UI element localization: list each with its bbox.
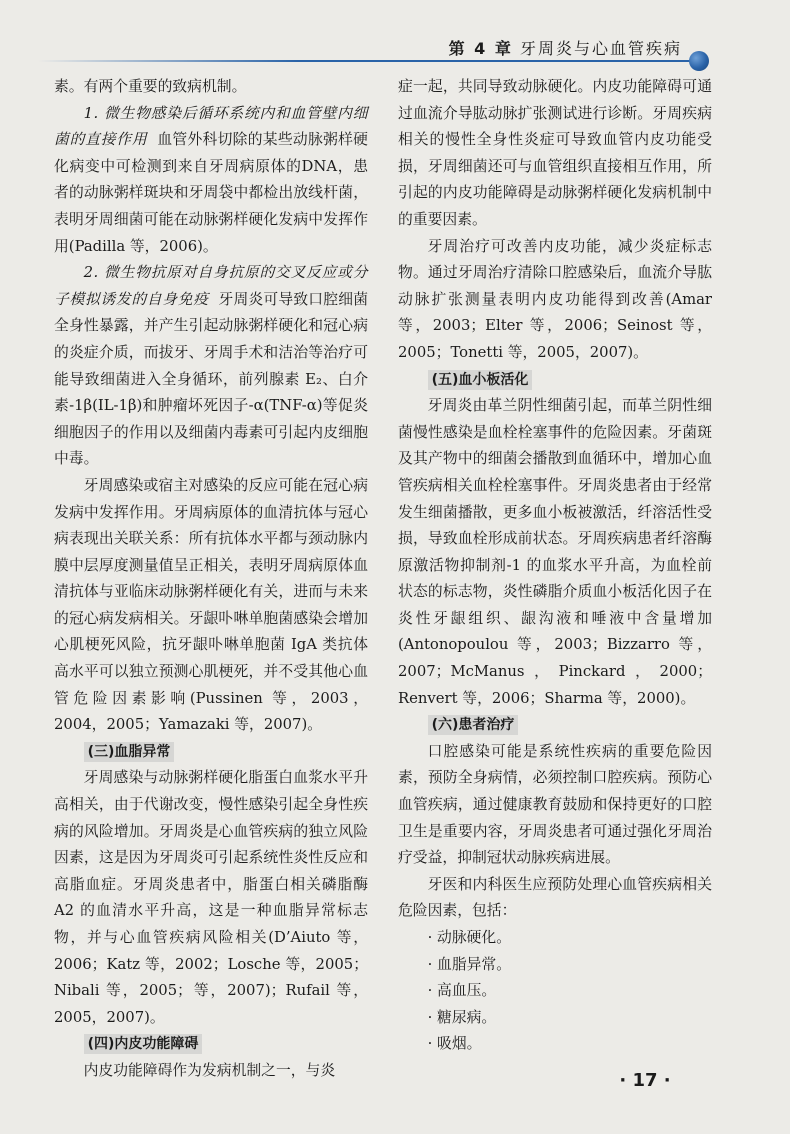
paragraph: 素。有两个重要的致病机制。 bbox=[54, 78, 247, 95]
list-item: · 吸烟。 bbox=[428, 1031, 712, 1058]
running-header bbox=[410, 36, 682, 59]
section-heading-label: (三)血脂异常 bbox=[84, 742, 175, 762]
page-number: · 17 · bbox=[619, 1070, 671, 1091]
paragraph-text: 牙周炎可导致口腔细菌全身性暴露，并产生引起动脉粥样硬化和冠心病的炎症介质，而拔牙、牙周手术和洁治等治疗可能导致细菌进入全身循环，前列腺素 E₂、白介素-1β(IL-1β)和肿瘤坏死因子-α(TNF-α)等促炎细胞因子的作用以及细菌内毒素可引起内皮细胞中毒。 bbox=[54, 290, 368, 468]
section-heading bbox=[54, 1031, 368, 1058]
paragraph: 牙医和内科医生应预防处理心血管疾病相关危险因素，包括： bbox=[398, 875, 712, 920]
list-item: · 血脂异常。 bbox=[428, 952, 712, 979]
paragraph bbox=[54, 101, 368, 261]
list-item: · 糖尿病。 bbox=[428, 1005, 712, 1032]
paragraph: 内皮功能障碍作为发病机制之一，与炎 bbox=[83, 1061, 336, 1079]
section-heading bbox=[54, 739, 368, 766]
paragraph: 牙周感染与动脉粥样硬化脂蛋白血浆水平升高相关，由于代谢改变，慢性感染引起全身性疾病的风险增加。牙周炎是心血管疾病的独立风险因素，这是因为牙周炎可引起系统性炎性反应和高脂血症。牙周炎患者中，脂蛋白相关磷脂酶 A2 的血清水平升高，这是一种血脂异常标志物，并与心血管疾病风险相关(D’Aiuto 等，2006；Katz 等，2002；Losche 等，2005；Nibali 等，2005；等，2007)；Rufail 等，2005，2007)。 bbox=[54, 769, 368, 1026]
list-item: · 高血压。 bbox=[428, 978, 712, 1005]
section-heading-label: (五)血小板活化 bbox=[428, 370, 533, 390]
chapter-title: 牙周炎与心血管疾病 bbox=[519, 39, 682, 58]
section-heading bbox=[398, 712, 712, 739]
run-in-heading: 2. 微生物抗原对自身抗原的交叉反应或分子模拟诱发的自身免疫 bbox=[54, 264, 368, 308]
run-in-heading: 1. 微生物感染后循环系统内和血管壁内细菌的直接作用 bbox=[54, 104, 368, 149]
paragraph: 症一起，共同导致动脉硬化。内皮功能障碍可通过血流介导肱动脉扩张测试进行诊断。牙周疾病相关的慢性全身性炎症可导致血管内皮功能受损，牙周细菌还可与血管组织直接相互作用，所引起的内皮功能障碍是动脉粥样硬化发病机制中的重要因素。 bbox=[398, 78, 712, 228]
paragraph: 口腔感染可能是系统性疾病的重要危险因素，预防全身病情，必须控制口腔疾病。预防心血管疾病，通过健康教育鼓励和保持更好的口腔卫生是重要内容，牙周炎患者可通过强化牙周治疗受益，抑制冠状动脉疾病进展。 bbox=[398, 742, 712, 867]
section-heading-label: (四)内皮功能障碍 bbox=[84, 1034, 203, 1054]
page-number-value: 17 bbox=[632, 1070, 658, 1091]
paragraph: 牙周感染或宿主对感染的反应可能在冠心病发病中发挥作用。牙周病原体的血清抗体与冠心病表现出关联关系：所有抗体水平都与颈动脉内膜中层厚度测量值呈正相关，表明牙周病原体血清抗体与亚临床动脉粥样硬化有关，进而与未来的冠心病发病相关。牙龈卟啉单胞菌感染会增加心肌梗死风险，抗牙龈卟啉单胞菌 IgA 类抗体高水平可以独立预测心肌梗死，并不受其他心血管危险因素影响(Pussinen 等，2003，2004，2005；Yamazaki 等，2007)。 bbox=[54, 476, 368, 734]
section-heading-label: (六)患者治疗 bbox=[428, 715, 519, 735]
paragraph: 牙周炎由革兰阴性细菌引起，而革兰阴性细菌慢性感染是血栓栓塞事件的危险因素。牙菌斑及其产物中的细菌会播散到血循环中，增加心血管疾病相关血栓栓塞事件。牙周炎患者由于经常发生细菌播散，更多血小板被激活，纤溶活性受损，导致血栓形成前状态。牙周疾病患者纤溶酶原激活物抑制剂-1 的血浆水平升高，为血栓前状态的标志物，炎性磷脂介质血小板活化因子在炎性牙龈组织、龈沟液和唾液中含量增加(Antonopoulou 等，2003；Bizzarro 等，2007；McManus，Pinckard，2000；Renvert 等，2006；Sharma 等，2000)。 bbox=[398, 397, 712, 707]
paragraph: 牙周治疗可改善内皮功能，减少炎症标志物。通过牙周治疗清除口腔感染后，血流介导肱动脉扩张测量表明内皮功能得到改善(Amar 等，2003；Elter 等，2006；Seinost 等，2005；Tonetti 等，2005，2007)。 bbox=[398, 237, 712, 361]
header-dot-icon bbox=[689, 51, 709, 71]
paragraph bbox=[54, 260, 368, 473]
header-rule-fade bbox=[38, 58, 298, 64]
right-column bbox=[398, 74, 712, 1058]
left-column bbox=[54, 74, 368, 1085]
section-heading bbox=[398, 367, 712, 394]
chapter-number: 第 4 章 bbox=[448, 39, 513, 58]
risk-factor-list bbox=[398, 925, 712, 1058]
paragraph-text: 血管外科切除的某些动脉粥样硬化病变中可检测到来自牙周病原体的DNA，患者的动脉粥样斑块和牙周袋中都检出放线杆菌，表明牙周细菌可能在动脉粥样硬化发病中发挥作用(Padilla 等，2006)。 bbox=[54, 131, 368, 255]
list-item: · 动脉硬化。 bbox=[428, 925, 712, 952]
